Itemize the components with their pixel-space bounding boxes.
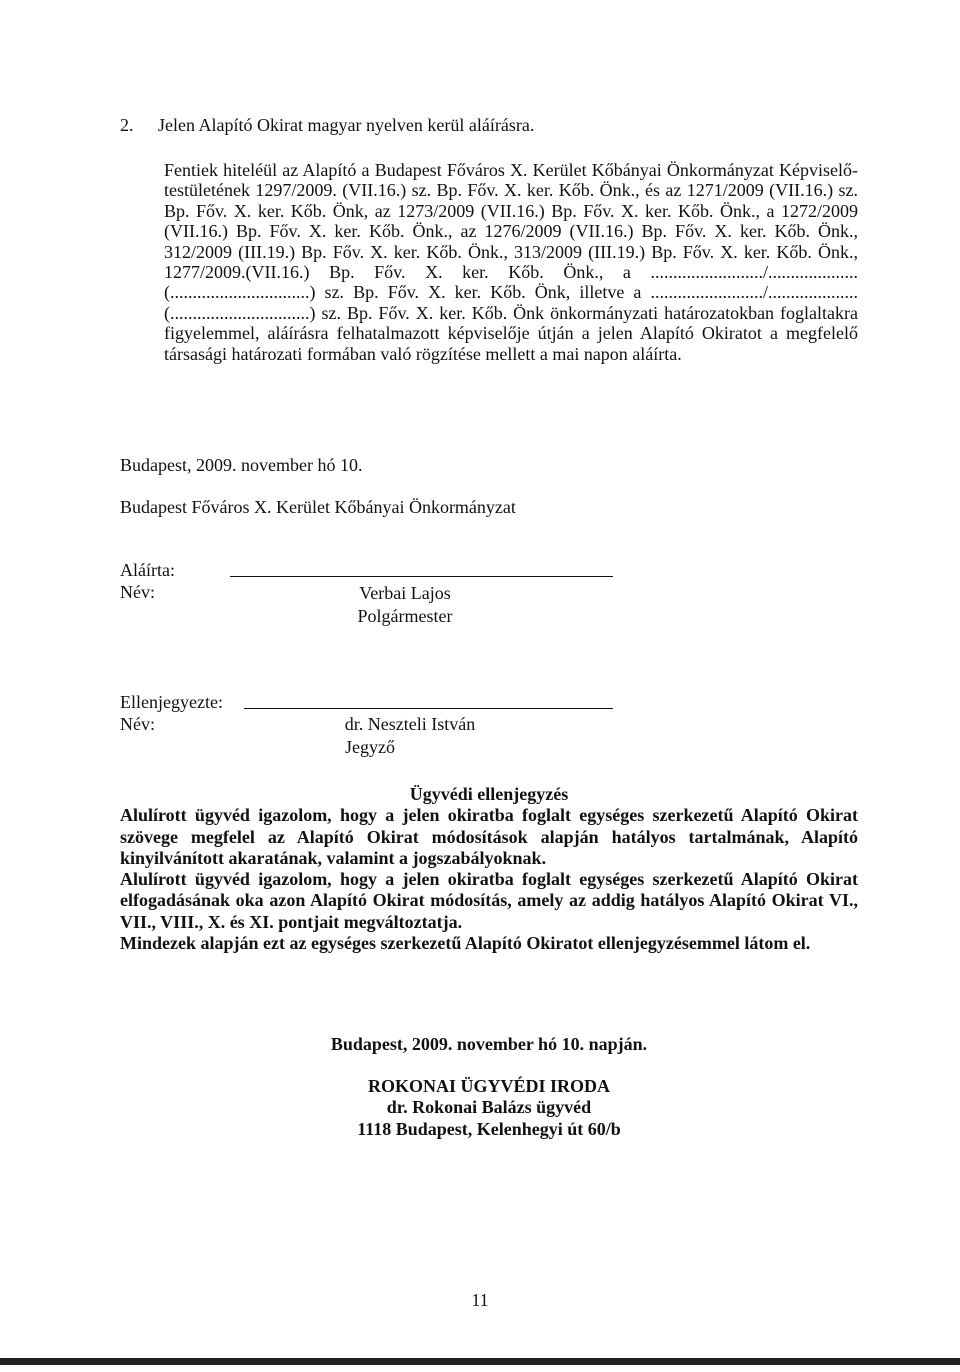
signatory-2-name: dr. Neszteli István bbox=[344, 714, 476, 734]
numbered-item-2 bbox=[120, 115, 534, 136]
signature-line-1 bbox=[230, 576, 613, 577]
signatory-1-role: Polgármester bbox=[357, 606, 453, 626]
certification-paragraph-3: Mindezek alapján ezt az egységes szerkezetű Alapító Okiratot ellenjegyzésemmel látom el. bbox=[120, 933, 811, 954]
signatory-2-role: Jegyző bbox=[345, 737, 395, 757]
law-firm-name: ROKONAI ÜGYVÉDI IRODA bbox=[367, 1075, 610, 1096]
lawyer-name: dr. Rokonai Balázs ügyvéd bbox=[386, 1097, 592, 1117]
law-firm-address: 1118 Budapest, Kelenhegyi út 60/b bbox=[357, 1118, 621, 1139]
date-line: Budapest, 2009. november hó 10. bbox=[120, 455, 363, 475]
closing-date: Budapest, 2009. november hó 10. napján. bbox=[330, 1034, 648, 1054]
countersigned-by-label: Ellenjegyezte: bbox=[120, 692, 223, 712]
name-label-1: Név: bbox=[120, 582, 155, 602]
page-number: 11 bbox=[471, 1290, 489, 1310]
lawyer-certification bbox=[120, 784, 858, 954]
certification-title: Ügyvédi ellenjegyzés bbox=[409, 784, 569, 804]
signatory-1-name: Verbai Lajos bbox=[359, 583, 451, 603]
issuer-name: Budapest Főváros X. Kerület Kőbányai Önkormányzat bbox=[120, 497, 516, 517]
closing-block bbox=[120, 1034, 858, 1140]
item-number: 2. bbox=[120, 115, 134, 135]
bottom-border-bar bbox=[0, 1358, 960, 1365]
certification-paragraph-2: Alulírott ügyvéd igazolom, hogy a jelen okiratba foglalt egységes szerkezetű Alapító Okirat elfogadásának oka azon Alapító Okirat módosítás, amely az addig hatályos Alapító Okirat VI., VII., VIII., X. és XI. pontjait megváltoztatja. bbox=[120, 869, 858, 932]
name-label-2: Név: bbox=[120, 714, 155, 734]
item-text: Jelen Alapító Okirat magyar nyelven kerül aláírásra. bbox=[158, 115, 535, 135]
signed-by-label: Aláírta: bbox=[120, 560, 175, 580]
signature-line-2 bbox=[244, 708, 613, 709]
certification-paragraph-1: Alulírott ügyvéd igazolom, hogy a jelen okiratba foglalt egységes szerkezetű Alapító Okirat szövege megfelel az Alapító Okirat módosítások alapján hatályos tartalmának, Alapító kinyilvánított akaratának, valamint a jogszabályoknak. bbox=[120, 805, 858, 868]
body-paragraph: Fentiek hiteléül az Alapító a Budapest Főváros X. Kerület Kőbányai Önkormányzat Képviselő-testületének 1297/2009. (VII.16.) sz. Bp. Főv. X. ker. Kőb. Önk., és az 1271/2009 (VII.16.) sz. Bp. Főv. X. ker. Kőb. Önk, az 1273/2009 (VII.16.) Bp. Főv. X. ker. Kőb. Önk., a 1272/2009 (VII.16.) Bp. Főv. X. ker. Kőb. Önk., az 1276/2009 (VII.16.) Bp. Főv. X. ker. Kőb. Önk., 312/2009 (III.19.) Bp. Főv. X. ker. Kőb. Önk., 313/2009 (III.19.) Bp. Főv. X. ker. Kőb. Önk., 1277/2009.(VII.16.) Bp. Főv. X. ker. Kőb. Önk., a ........................./.................... (...............................) sz. Bp. Főv. X. ker. Kőb. Önk, illetve a ........................./.................... (...............................) sz. Bp. Főv. X. ker. Kőb. Önk önkormányzati határozatokban foglaltakra figyelemmel, aláírásra felhatalmazott képviselője útján a jelen Alapító Okiratot a megfelelő társasági határozati formában való rögzítése mellett a mai napon aláírta. bbox=[164, 160, 858, 364]
